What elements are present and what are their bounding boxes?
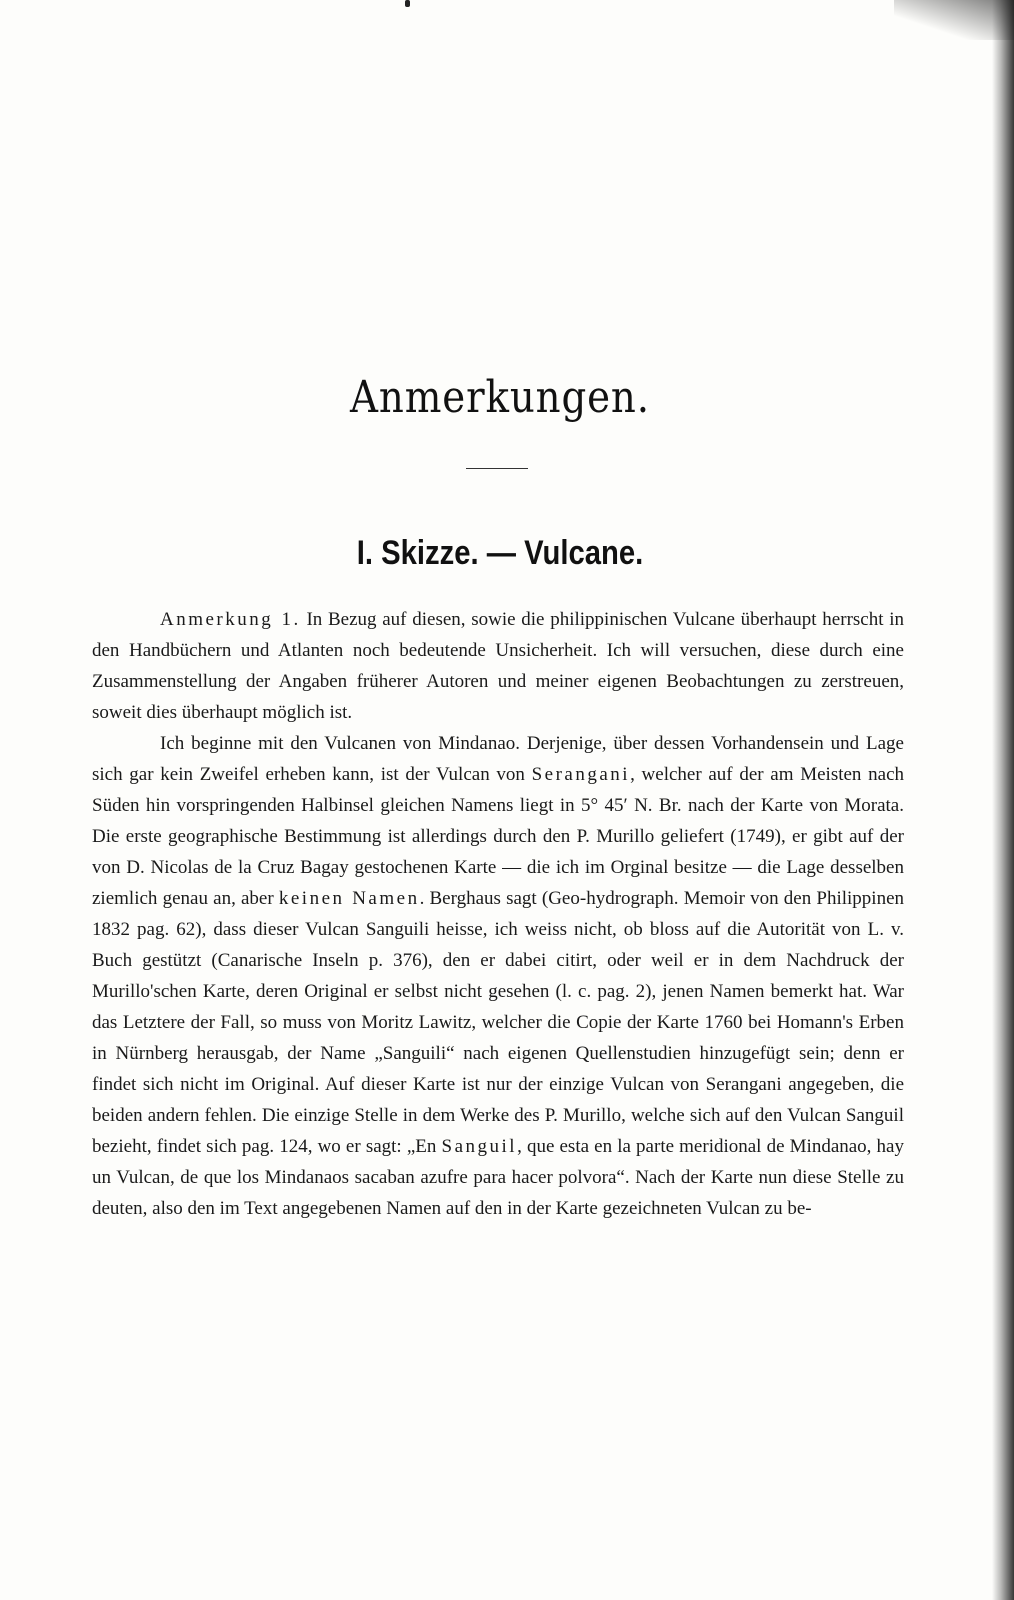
- paragraph-2-text-b: , welcher auf der am Meisten nach Süden hin vorspringenden Halbinsel gleichen Namens liegt in 5° 45′ N. Br. nach der Karte von Morata. Die erste geographische Bestimmung ist allerdings durch den P. Murillo geliefert (1749), er gibt auf der von D. Nicolas de la Cruz Bagay gestochenen Karte — die ich im Orginal besitze — die Lage desselben ziemlich genau an, aber: [92, 764, 905, 909]
- paragraph-2-text-a: Ich beginne mit den Vulcanen von Mindanao. Derjenige, über dessen Vorhandensein und Lage sich gar kein Zweifel erheben kann, ist der Vulcan von: [92, 733, 904, 785]
- section-title: I. Skizze. — Vulcane.: [356, 534, 644, 572]
- scan-edge-shadow: [992, 0, 1014, 1600]
- body-text: [92, 604, 904, 1224]
- emphasis-serangani: Serangani: [531, 764, 631, 785]
- scan-corner-shadow: [894, 0, 1014, 40]
- page-title: Anmerkungen.: [350, 372, 650, 423]
- title-divider: [466, 468, 528, 469]
- scan-speck: [405, 0, 410, 7]
- paragraph-1: [92, 604, 904, 728]
- emphasis-sanguil: Sanguil: [441, 1136, 518, 1157]
- emphasis-keinen-namen: keinen Namen: [278, 888, 420, 909]
- paragraph-2-text-c: . Berghaus sagt (Geo-hydrograph. Memoir von den Philippinen 1832 pag. 62), dass dieser Vulcan Sanguili heisse, ich weiss nicht, ob bloss auf die Autorität von L. v. Buch gestützt (Canarische Inseln p. 376), den er dabei citirt, oder weil er in dem Nachdruck der Murillo'schen Karte, deren Original er selbst nicht gesehen (l. c. pag. 2), jenen Namen bemerkt hat. War das Letztere der Fall, so muss von Moritz Lawitz, welcher die Copie der Karte 1760 bei Homann's Erben in Nürnberg herausgab, der Name „Sanguili“ nach eigenen Quellenstudien hinzugefügt sein; denn er findet sich nicht im Original. Auf dieser Karte ist nur der einzige Vulcan von Serangani angegeben, die beiden andern fehlen. Die einzige Stelle in dem Werke des P. Murillo, welche sich auf den Vulcan Sanguil bezieht, findet sich pag. 124, wo er sagt: „En: [92, 888, 904, 1157]
- note-label: Anmerkung 1.: [160, 609, 301, 630]
- paragraph-1-text: In Bezug auf diesen, sowie die philippinischen Vulcane überhaupt herrscht in den Handbüchern und Atlanten noch bedeutende Unsicherheit. Ich will versuchen, diese durch eine Zusammenstellung der Angaben früherer Autoren und meiner eigenen Beobachtungen zu zerstreuen, soweit dies überhaupt möglich ist.: [92, 609, 904, 723]
- paragraph-2-text-d: , que esta en la parte meridional de Mindanao, hay un Vulcan, de que los Mindanaos sacaban azufre para hacer polvora“. Nach der Karte nun diese Stelle zu deuten, also den im Text angegebenen Namen auf den in der Karte gezeichneten Vulcan zu be-: [92, 1136, 904, 1219]
- paragraph-2: [92, 728, 904, 1224]
